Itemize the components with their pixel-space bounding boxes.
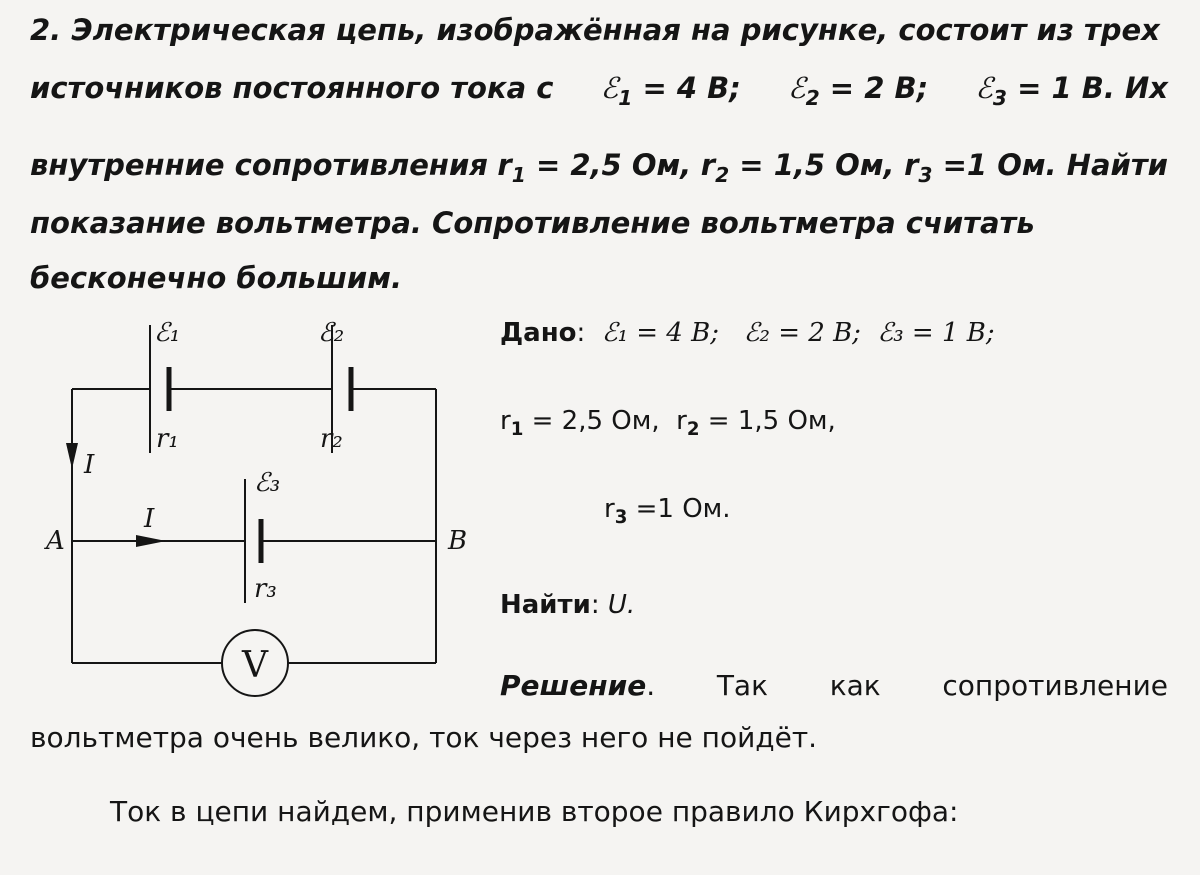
given-title: Дано [500, 318, 577, 348]
current-label-left: I [84, 450, 95, 480]
solution-line-1 [500, 660, 1168, 712]
e2-label: ℰ₂ [318, 318, 345, 348]
find-row: Найти: U. [500, 590, 636, 620]
problem-text-4: показание вольтметра. Сопротивление вольтметра считать [30, 206, 1035, 240]
given-row-emf: Дано: ℰ₁ = 4 В; ℰ₂ = 2 В; ℰ₃ = 1 В; [500, 318, 995, 348]
given-row-r3 [604, 489, 731, 529]
emf1-value: ℰ$_1$ = 4 В; [600, 71, 741, 110]
solution-word-2: как [829, 669, 881, 702]
emf2-value: ℰ$_2$ = 2 В; [788, 71, 929, 110]
solution-line-3: Ток в цепи найдем, применив второе правило Кирхгофа: [110, 795, 959, 828]
e3-label: ℰ₃ [254, 468, 281, 498]
node-b-label: B [448, 526, 468, 556]
solution-section [30, 660, 1168, 838]
r2-label: r₂ [320, 424, 343, 454]
problem-number: 2. [30, 13, 62, 47]
problem-text-5: бесконечно большим. [30, 261, 402, 295]
find-value: U. [607, 590, 636, 620]
problem-line-5 [30, 252, 1168, 304]
circuit-diagram [40, 305, 468, 705]
r3-label: r₃ [254, 574, 277, 604]
current-arrow-right-icon [136, 535, 166, 547]
problem-line-3 [30, 136, 1168, 194]
emf3-value: ℰ$_3$ = 1 В. Их [975, 71, 1168, 110]
current-label-mid: I [144, 504, 155, 534]
r1-value: $r_1 = 2,5$ Ом, [497, 148, 692, 187]
solution-line-2: вольтметра очень велико, ток через него не пойдёт. [30, 721, 818, 754]
problem-line-4 [30, 194, 1168, 252]
given-row-r12 [500, 401, 836, 441]
given-e3: ℰ₃ = 1 В; [877, 318, 995, 348]
problem-line-1 [30, 8, 1168, 52]
given-r1: $r_1 = 2,5$ Ом, [500, 406, 660, 441]
solution-title: Решение. [500, 669, 656, 702]
node-a-label: A [46, 526, 65, 556]
solution-word-3: сопротивление [942, 669, 1168, 702]
find-title: Найти [500, 590, 591, 620]
given-r3: $r_3 =1$ Ом. [604, 494, 731, 529]
given-e2: ℰ₂ = 2 В; [743, 318, 861, 348]
problem-statement [30, 8, 1168, 304]
solution-word-1: Так [716, 669, 768, 702]
r1-label: r₁ [156, 424, 179, 454]
problem-line-2 [30, 58, 1168, 118]
voltmeter-label: V [242, 645, 268, 686]
given-e1: ℰ₁ = 4 В; [601, 318, 719, 348]
given-r2: $r_2 = 1,5$ Ом, [676, 406, 836, 441]
r3-value: $r_3 =1$ Ом. Найти [904, 148, 1168, 187]
e1-label: ℰ₁ [154, 318, 181, 348]
problem-text-3: внутренние сопротивления [30, 148, 488, 182]
current-arrow-down-icon [66, 443, 78, 469]
r2-value: $r_2 = 1,5$ Ом, [700, 148, 895, 187]
problem-text-1: Электрическая цепь, изображённая на рисунке, состоит из трех [71, 13, 1160, 47]
problem-text-2: источников постоянного тока с [30, 71, 554, 105]
